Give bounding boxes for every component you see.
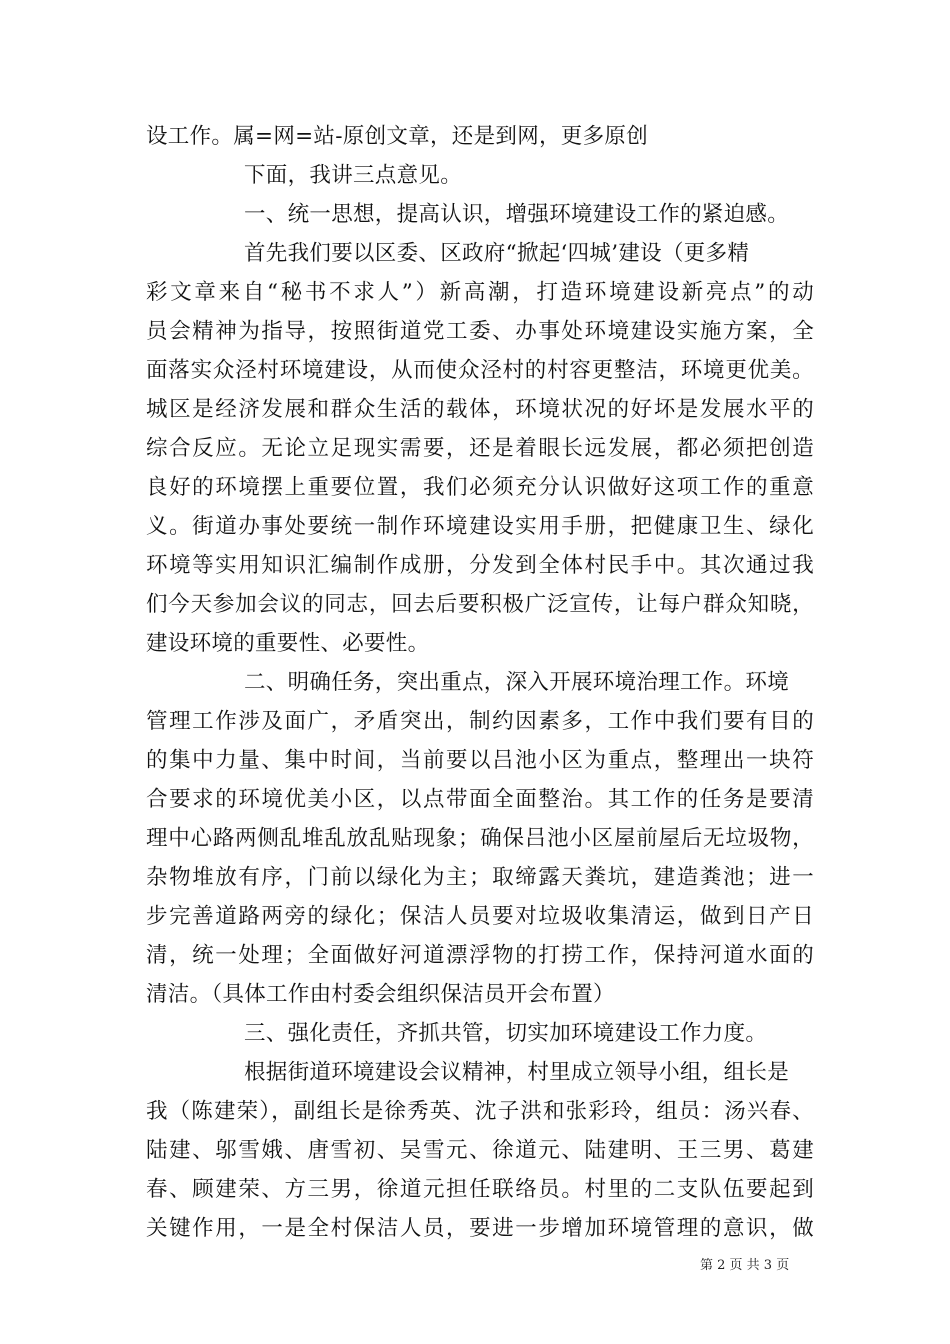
- text-line: 清洁。（具体工作由村委会组织保洁员开会布置）: [146, 982, 615, 1007]
- text-line: 关键作用，一是全村保洁人员，要进一步增加环境管理的意识，做: [146, 1216, 814, 1241]
- text-line: 根据街道环境建设会议精神，村里成立领导小组，组长是: [244, 1060, 790, 1085]
- text-line: 环境等实用知识汇编制作成册，分发到全体村民手中。其次通过我: [146, 553, 814, 578]
- text-line: 设工作。属=网=站-原创文章，还是到网，更多原创: [146, 124, 648, 149]
- text-line: 我（陈建荣），副组长是徐秀英、沈子洪和张彩玲，组员：汤兴春、: [146, 1099, 814, 1124]
- text-line: 们今天参加会议的同志，回去后要积极广泛宣传，让每户群众知晓，: [146, 592, 814, 617]
- text-line: 陆建、邬雪娥、唐雪初、吴雪元、徐道元、陆建明、王三男、葛建: [146, 1138, 814, 1163]
- text-line: 春、顾建荣、方三男，徐道元担任联络员。村里的二支队伍要起到: [146, 1177, 814, 1202]
- text-line: 的集中力量、集中时间，当前要以吕池小区为重点，整理出一块符: [146, 748, 814, 773]
- text-line: 城区是经济发展和群众生活的载体，环境状况的好坏是发展水平的: [146, 397, 814, 422]
- section-heading-1: 一、统一思想，提高认识，增强环境建设工作的紧迫感。: [244, 202, 790, 227]
- text-line: 首先我们要以区委、区政府“掀起‘四城’建设（更多精: [244, 241, 750, 266]
- text-line: 步完善道路两旁的绿化；保洁人员要对垃圾收集清运，做到日产日: [146, 904, 814, 929]
- text-line: 清，统一处理；全面做好河道漂浮物的打捞工作，保持河道水面的: [146, 943, 814, 968]
- text-line: 良好的环境摆上重要位置，我们必须充分认识做好这项工作的重意: [146, 475, 814, 500]
- text-line: 合要求的环境优美小区，以点带面全面整治。其工作的任务是要清: [146, 787, 814, 812]
- section-heading-2: 二、明确任务，突出重点，深入开展环境治理工作。环境: [244, 670, 790, 695]
- text-line: 理中心路两侧乱堆乱放乱贴现象；确保吕池小区屋前屋后无垃圾物，: [146, 826, 814, 851]
- text-line: 面落实众泾村环境建设，从而使众泾村的村容更整洁，环境更优美。: [146, 358, 814, 383]
- text-line: 下面，我讲三点意见。: [244, 163, 463, 188]
- body-text: [146, 117, 814, 1248]
- text-line: 彩文章来自“秘书不求人”）新高潮，打造环境建设新亮点”的动: [146, 280, 814, 305]
- text-line: 管理工作涉及面广，矛盾突出，制约因素多，工作中我们要有目的: [146, 709, 814, 734]
- text-line: 建设环境的重要性、必要性。: [146, 631, 430, 656]
- text-line: 杂物堆放有序，门前以绿化为主；取缔露天粪坑，建造粪池；进一: [146, 865, 814, 890]
- text-line: 综合反应。无论立足现实需要，还是着眼长远发展，都必须把创造: [146, 436, 814, 461]
- page-number: 第 2 页 共 3 页: [700, 1258, 790, 1273]
- text-line: 义。街道办事处要统一制作环境建设实用手册，把健康卫生、绿化: [146, 514, 814, 539]
- section-heading-3: 三、强化责任，齐抓共管，切实加环境建设工作力度。: [244, 1021, 768, 1046]
- text-line: 员会精神为指导，按照街道党工委、办事处环境建设实施方案，全: [146, 319, 814, 344]
